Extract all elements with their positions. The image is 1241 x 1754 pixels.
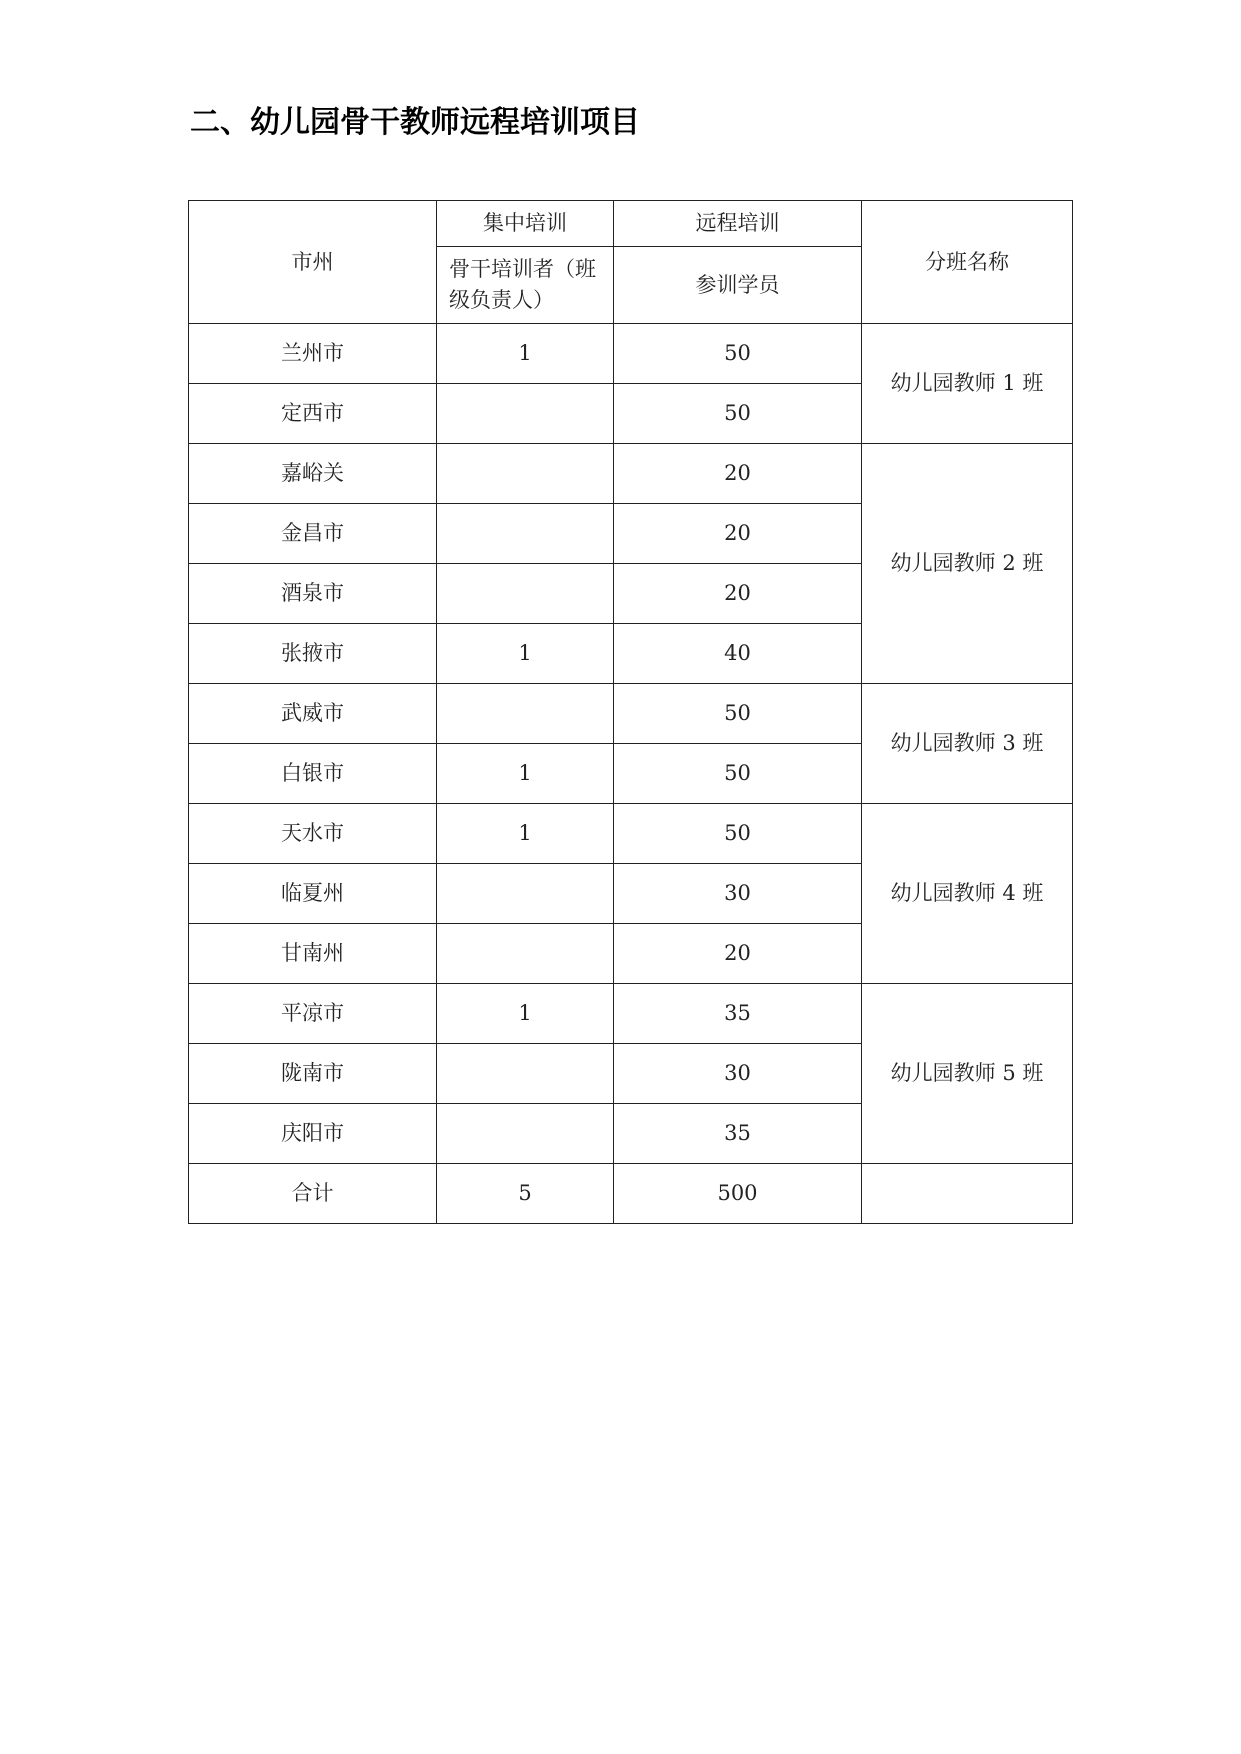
trainee-count-cell: 20 — [614, 444, 862, 504]
city-cell: 嘉峪关 — [189, 444, 437, 504]
trainee-count-cell: 30 — [614, 864, 862, 924]
total-backbone-count: 5 — [437, 1164, 614, 1224]
city-cell: 酒泉市 — [189, 564, 437, 624]
backbone-count-cell: 1 — [437, 804, 614, 864]
trainee-count-cell: 40 — [614, 624, 862, 684]
header-backbone-trainer-cell — [437, 247, 614, 324]
header-row — [189, 201, 1073, 247]
city-cell: 武威市 — [189, 684, 437, 744]
training-allocation-table — [188, 200, 1073, 1224]
trainee-count-cell: 50 — [614, 324, 862, 384]
total-trainee-count: 500 — [614, 1164, 862, 1224]
class-name-cell: 幼儿园教师 5 班 — [862, 984, 1073, 1164]
trainee-count-cell: 20 — [614, 924, 862, 984]
table-row — [189, 804, 1073, 864]
city-cell: 平凉市 — [189, 984, 437, 1044]
table-row — [189, 984, 1073, 1044]
trainee-count-cell: 35 — [614, 984, 862, 1044]
backbone-count-cell: 1 — [437, 624, 614, 684]
header-class-name: 分班名称 — [862, 201, 1073, 324]
trainee-count-cell: 20 — [614, 504, 862, 564]
table-body — [189, 201, 1073, 1224]
backbone-count-cell — [437, 924, 614, 984]
total-class-name — [862, 1164, 1073, 1224]
trainee-count-cell: 35 — [614, 1104, 862, 1164]
class-name-cell: 幼儿园教师 1 班 — [862, 324, 1073, 444]
backbone-count-cell — [437, 384, 614, 444]
backbone-count-cell — [437, 864, 614, 924]
backbone-count-cell — [437, 504, 614, 564]
header-trainees: 参训学员 — [614, 247, 862, 324]
table-row — [189, 324, 1073, 384]
city-cell: 白银市 — [189, 744, 437, 804]
backbone-count-cell — [437, 684, 614, 744]
backbone-count-cell — [437, 1044, 614, 1104]
trainee-count-cell: 50 — [614, 684, 862, 744]
backbone-count-cell — [437, 444, 614, 504]
backbone-count-cell — [437, 564, 614, 624]
page-title: 二、幼儿园骨干教师远程培训项目 — [190, 105, 640, 140]
trainee-count-cell: 30 — [614, 1044, 862, 1104]
header-remote-training: 远程培训 — [614, 201, 862, 247]
city-cell: 天水市 — [189, 804, 437, 864]
trainee-count-cell: 50 — [614, 384, 862, 444]
backbone-count-cell — [437, 1104, 614, 1164]
total-row — [189, 1164, 1073, 1224]
trainee-count-cell: 20 — [614, 564, 862, 624]
class-name-cell: 幼儿园教师 2 班 — [862, 444, 1073, 684]
backbone-count-cell: 1 — [437, 744, 614, 804]
city-cell: 陇南市 — [189, 1044, 437, 1104]
table-row — [189, 684, 1073, 744]
backbone-count-cell: 1 — [437, 324, 614, 384]
header-backbone-trainer: 骨干培训者（班级负责人） — [449, 257, 596, 312]
trainee-count-cell: 50 — [614, 744, 862, 804]
city-cell: 定西市 — [189, 384, 437, 444]
city-cell: 金昌市 — [189, 504, 437, 564]
city-cell: 甘南州 — [189, 924, 437, 984]
city-cell: 临夏州 — [189, 864, 437, 924]
table-row — [189, 444, 1073, 504]
total-label: 合计 — [189, 1164, 437, 1224]
header-centralized-training: 集中培训 — [437, 201, 614, 247]
trainee-count-cell: 50 — [614, 804, 862, 864]
backbone-count-cell: 1 — [437, 984, 614, 1044]
city-cell: 兰州市 — [189, 324, 437, 384]
header-city: 市州 — [189, 201, 437, 324]
city-cell: 庆阳市 — [189, 1104, 437, 1164]
city-cell: 张掖市 — [189, 624, 437, 684]
class-name-cell: 幼儿园教师 4 班 — [862, 804, 1073, 984]
class-name-cell: 幼儿园教师 3 班 — [862, 684, 1073, 804]
